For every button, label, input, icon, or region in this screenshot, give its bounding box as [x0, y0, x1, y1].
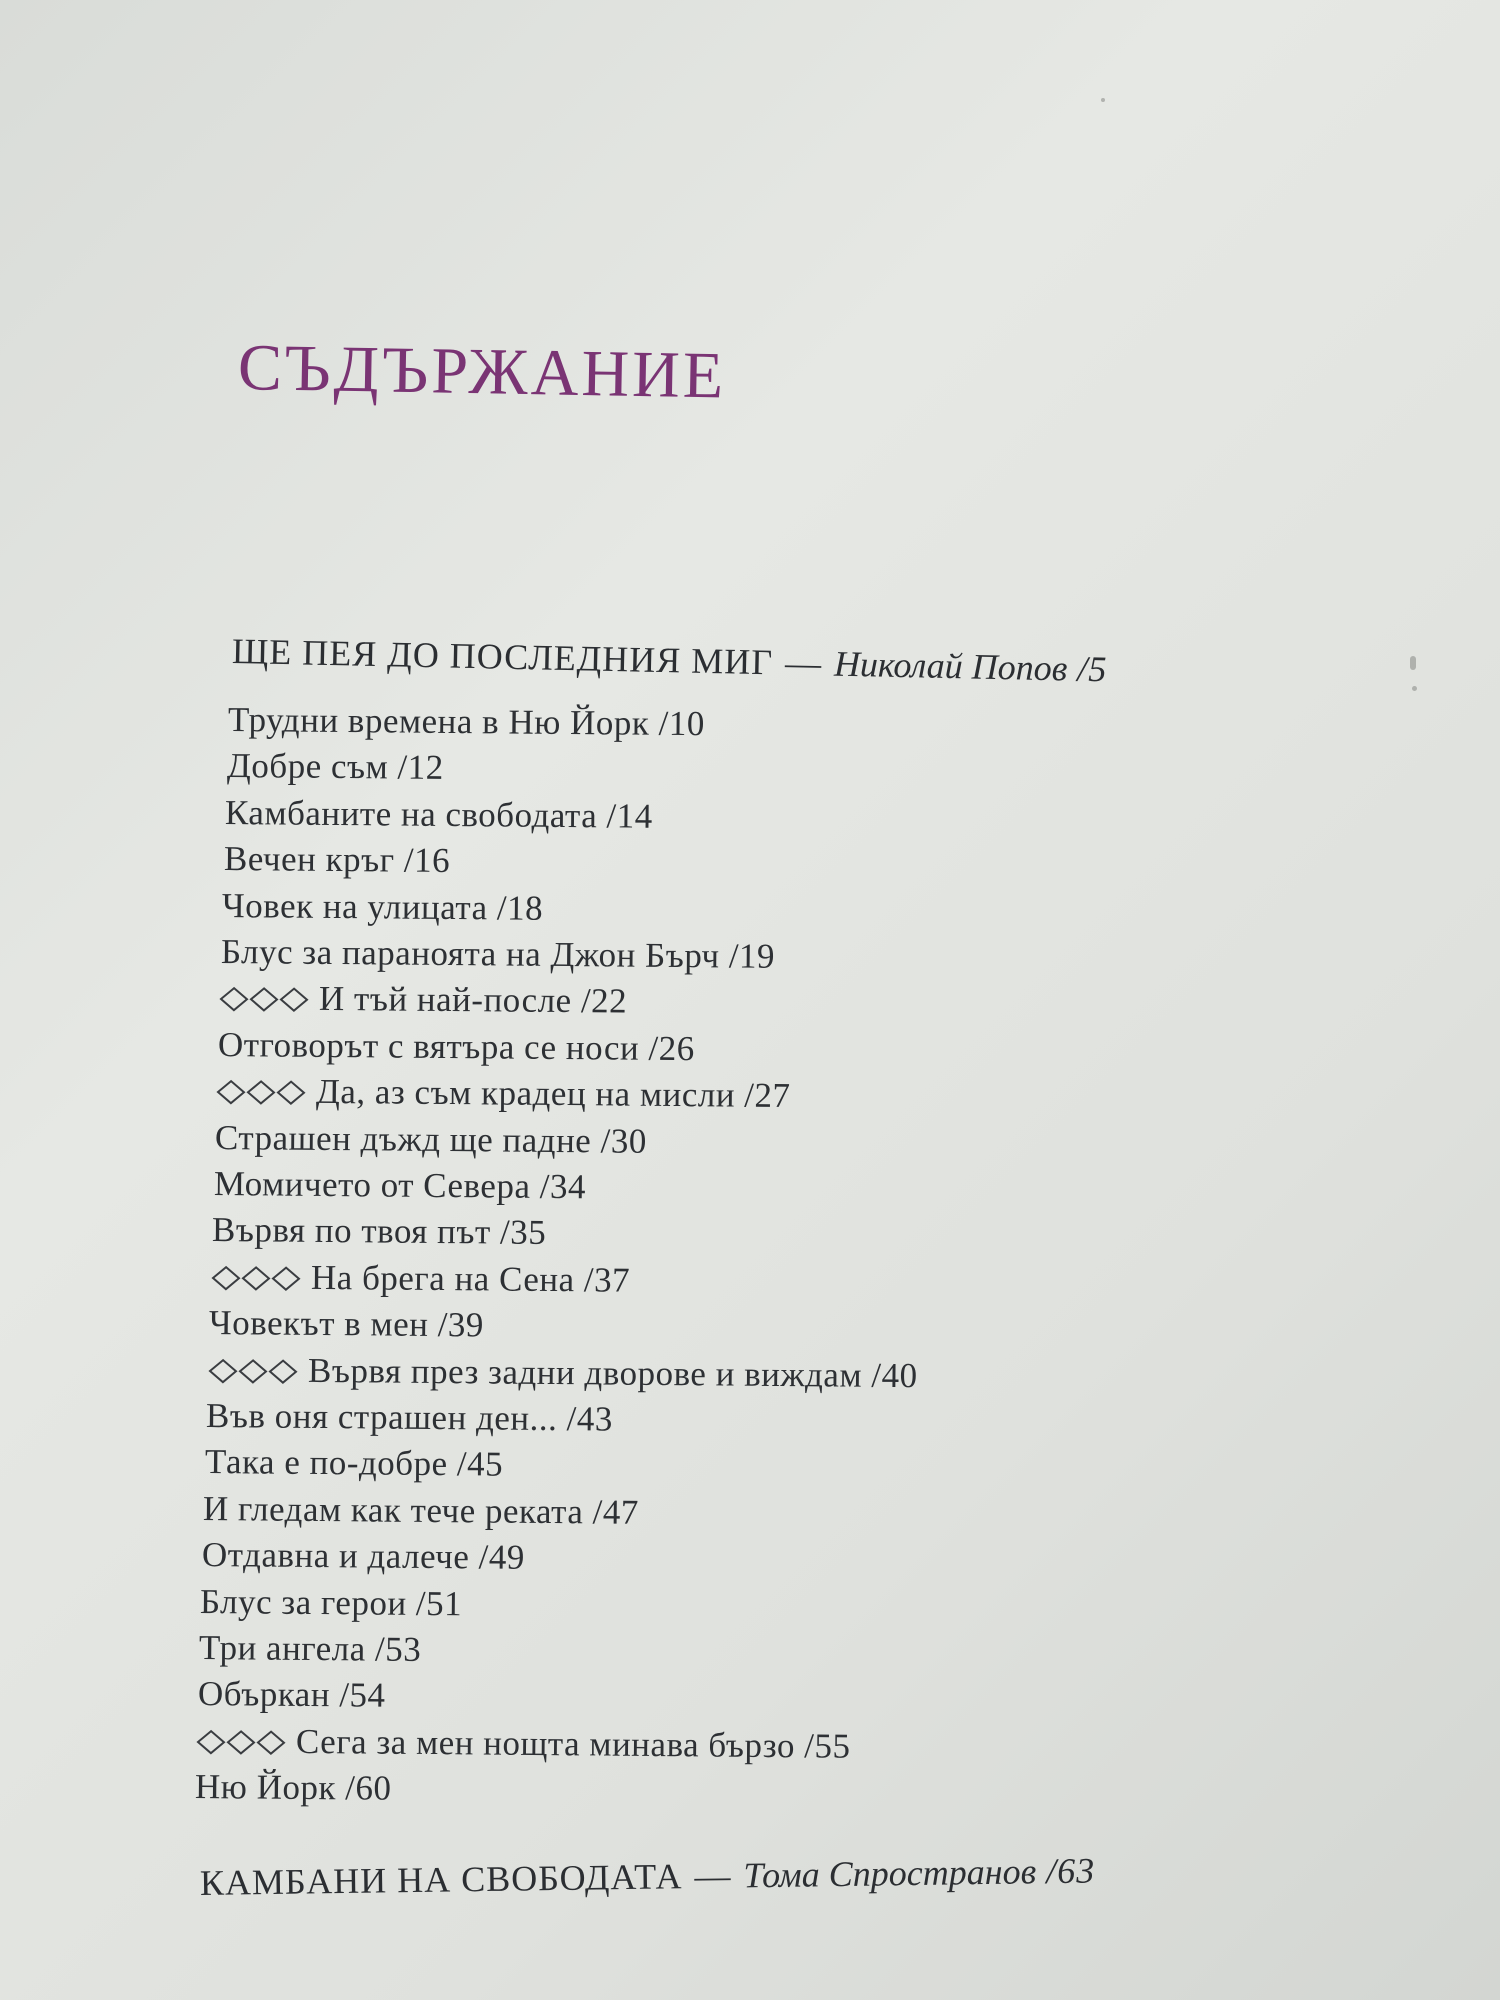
section-heading: [232, 630, 1108, 690]
section-page-number: /63: [1045, 1850, 1096, 1892]
section-title: ЩЕ ПЕЯ ДО ПОСЛЕДНИЯ МИГ: [231, 631, 774, 683]
contents-entry: [203, 1489, 639, 1533]
contents-entry-text: Така е по-добре /45: [204, 1442, 504, 1484]
contents-entry-text: Човекът в мен /39: [208, 1303, 485, 1345]
contents-entry: [206, 1396, 613, 1440]
triple-diamond-icon: [216, 1078, 308, 1107]
contents-entry-text: Вървя през задни дворове и виждам /40: [307, 1350, 918, 1395]
contents-entry: [218, 1025, 695, 1069]
contents-entry-text: Трудни времена в Ню Йорк /10: [227, 700, 706, 744]
contents-entry-text: Вървя по твоя път /35: [211, 1210, 547, 1253]
section-page-number: /5: [1076, 648, 1108, 690]
contents-entry: [202, 1535, 525, 1578]
contents-entry: [216, 1071, 791, 1116]
contents-entry: [228, 700, 705, 744]
contents-entry-text: Добре съм /12: [226, 746, 444, 788]
page-title: СЪДЪРЖАНИЕ: [237, 331, 727, 413]
contents-entry: [205, 1442, 503, 1485]
contents-entry: [222, 886, 543, 929]
paper-speck: [1412, 686, 1417, 691]
contents-entry-text: Във оня страшен ден... /43: [206, 1396, 614, 1439]
section-dash: —: [694, 1855, 732, 1897]
contents-entry: [226, 746, 443, 788]
contents-entry-text: И гледам как тече реката /47: [203, 1488, 640, 1532]
contents-entry: [199, 1628, 422, 1670]
triple-diamond-icon: [208, 1357, 300, 1386]
contents-entry-text: Камбаните на свободата /14: [224, 792, 654, 836]
triple-diamond-icon: [219, 985, 311, 1014]
contents-entry: [212, 1210, 547, 1253]
paper-speck: [1101, 98, 1105, 102]
contents-entry: [223, 839, 449, 881]
contents-entry-text: Момичето от Севера /34: [213, 1164, 586, 1207]
paper-speck: [1410, 656, 1416, 670]
contents-entry-text: Три ангела /53: [198, 1628, 422, 1669]
contents-entry: [215, 1118, 647, 1162]
contents-entry-text: Отдавна и далече /49: [201, 1535, 525, 1578]
contents-entry-text: Объркан /54: [197, 1674, 386, 1716]
contents-entry: [194, 1767, 391, 1809]
contents-entry: [196, 1721, 851, 1767]
section-title: КАМБАНИ НА СВОБОДАТА: [199, 1856, 683, 1903]
triple-diamond-icon: [210, 1264, 302, 1293]
contents-entry-text: Да, аз съм крадец на мисли /27: [316, 1072, 792, 1116]
contents-entry: [197, 1674, 385, 1716]
contents-entry: [221, 932, 775, 977]
section-author: Николай Попов: [833, 643, 1068, 689]
contents-entry-text: Блус за параноята на Джон Бърч /19: [220, 932, 775, 976]
contents-entry-text: И тъй най-после /22: [319, 979, 628, 1021]
section-author: Тома Спространов: [743, 1851, 1037, 1896]
contents-entry-text: Сега за мен нощта минава бързо /55: [295, 1721, 851, 1766]
contents-entry: [200, 1582, 462, 1624]
contents-entry-text: На брега на Сена /37: [310, 1257, 630, 1300]
contents-entry: [213, 1164, 585, 1207]
section-heading: [200, 1850, 1096, 1904]
contents-entry: [210, 1257, 629, 1301]
contents-entry: [209, 1303, 484, 1345]
contents-entry-text: Блус за герои /51: [200, 1581, 463, 1623]
contents-entry-text: Човек на улицата /18: [222, 885, 544, 928]
contents-entry: [225, 793, 653, 837]
contents-entry-text: Ню Йорк /60: [194, 1767, 392, 1808]
contents-entry-text: Вечен кръг /16: [223, 839, 450, 881]
contents-entry: [208, 1350, 918, 1396]
contents-entry: [219, 978, 628, 1022]
section-dash: —: [784, 642, 823, 684]
contents-entry-text: Отговорът с вятъра се носи /26: [217, 1024, 695, 1068]
triple-diamond-icon: [196, 1728, 288, 1757]
contents-entry-text: Страшен дъжд ще падне /30: [214, 1117, 647, 1161]
